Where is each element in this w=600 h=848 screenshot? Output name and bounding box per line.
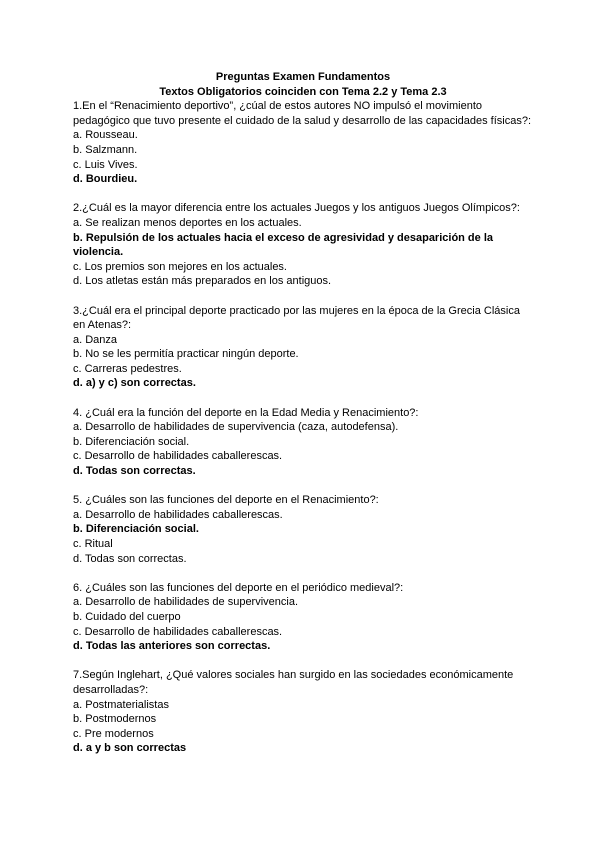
- question-2: [73, 201, 533, 289]
- question-text: 3.¿Cuál era el principal deporte practicado por las mujeres en la época de la Grecia Clásica en Atenas?:: [73, 304, 520, 332]
- question-4: [73, 406, 533, 479]
- document-title: Preguntas Examen Fundamentos: [215, 71, 391, 83]
- answer-option: b. Salzmann.: [73, 143, 138, 156]
- answer-option: a. Desarrollo de habilidades de supervivencia (caza, autodefensa).: [73, 421, 399, 434]
- answer-option: b. Postmodernos: [73, 713, 157, 726]
- correct-answer-option: d. Todas las anteriores son correctas.: [73, 640, 271, 653]
- answer-option: a. Postmaterialistas: [73, 698, 169, 711]
- question-text: 7.Según Inglehart, ¿Qué valores sociales han surgido en las sociedades económicamente desarrolladas?:: [73, 669, 514, 696]
- answer-option: a. Rousseau.: [73, 129, 138, 142]
- answer-option: c. Carreras pedestres.: [73, 362, 182, 375]
- answer-option: a. Desarrollo de habilidades caballerescas.: [73, 508, 283, 521]
- answer-option: b. No se les permitía practicar ningún deporte.: [73, 348, 299, 361]
- answer-option: d. Los atletas están más preparados en los antiguos.: [73, 275, 332, 288]
- document-subtitle: Textos Obligatorios coinciden con Tema 2.2 y Tema 2.3: [159, 85, 447, 98]
- answer-option: c. Luis Vives.: [73, 158, 138, 171]
- document-page: [73, 70, 533, 756]
- answer-option: b. Cuidado del cuerpo: [73, 610, 181, 623]
- correct-answer-option: d. a y b son correctas: [73, 742, 187, 755]
- answer-option: c. Pre modernos: [73, 727, 154, 740]
- question-7: [73, 668, 533, 756]
- question-6: [73, 581, 533, 654]
- question-text: 4. ¿Cuál era la función del deporte en la Edad Media y Renacimiento?:: [73, 406, 419, 419]
- answer-option: a. Desarrollo de habilidades de supervivencia.: [73, 596, 299, 609]
- correct-answer-option: d. Bourdieu.: [73, 173, 138, 186]
- answer-option: c. Desarrollo de habilidades caballerescas.: [73, 450, 283, 463]
- question-text: 5. ¿Cuáles son las funciones del deporte en el Renacimiento?:: [73, 494, 379, 507]
- correct-answer-option: d. Todas son correctas.: [73, 465, 196, 478]
- question-5: [73, 493, 533, 566]
- question-1: [73, 99, 533, 187]
- correct-answer-option: b. Diferenciación social.: [73, 523, 199, 536]
- answer-option: a. Danza: [73, 333, 118, 346]
- answer-option: d. Todas son correctas.: [73, 552, 187, 565]
- question-text: 1.En el “Renacimiento deportivo”, ¿cúal de estos autores NO impulsó el movimiento pedagógico que tuvo presente el cuidado de la salud y desarrollo de las capacidades físicas?:: [73, 100, 532, 127]
- answer-option: a. Se realizan menos deportes en los actuales.: [73, 216, 302, 229]
- correct-answer-option: b. Repulsión de los actuales hacia el exceso de agresividad y desaparición de la violencia.: [73, 231, 494, 259]
- correct-answer-option: d. a) y c) son correctas.: [73, 377, 196, 390]
- answer-option: c. Desarrollo de habilidades caballerescas.: [73, 625, 283, 638]
- question-text: 2.¿Cuál es la mayor diferencia entre los actuales Juegos y los antiguos Juegos Olímpicos?:: [73, 202, 520, 215]
- question-text: 6. ¿Cuáles son las funciones del deporte en el periódico medieval?:: [73, 581, 404, 594]
- question-3: [73, 304, 533, 392]
- answer-option: c. Los premios son mejores en los actuales.: [73, 260, 287, 273]
- answer-option: c. Ritual: [73, 538, 113, 550]
- answer-option: b. Diferenciación social.: [73, 435, 190, 448]
